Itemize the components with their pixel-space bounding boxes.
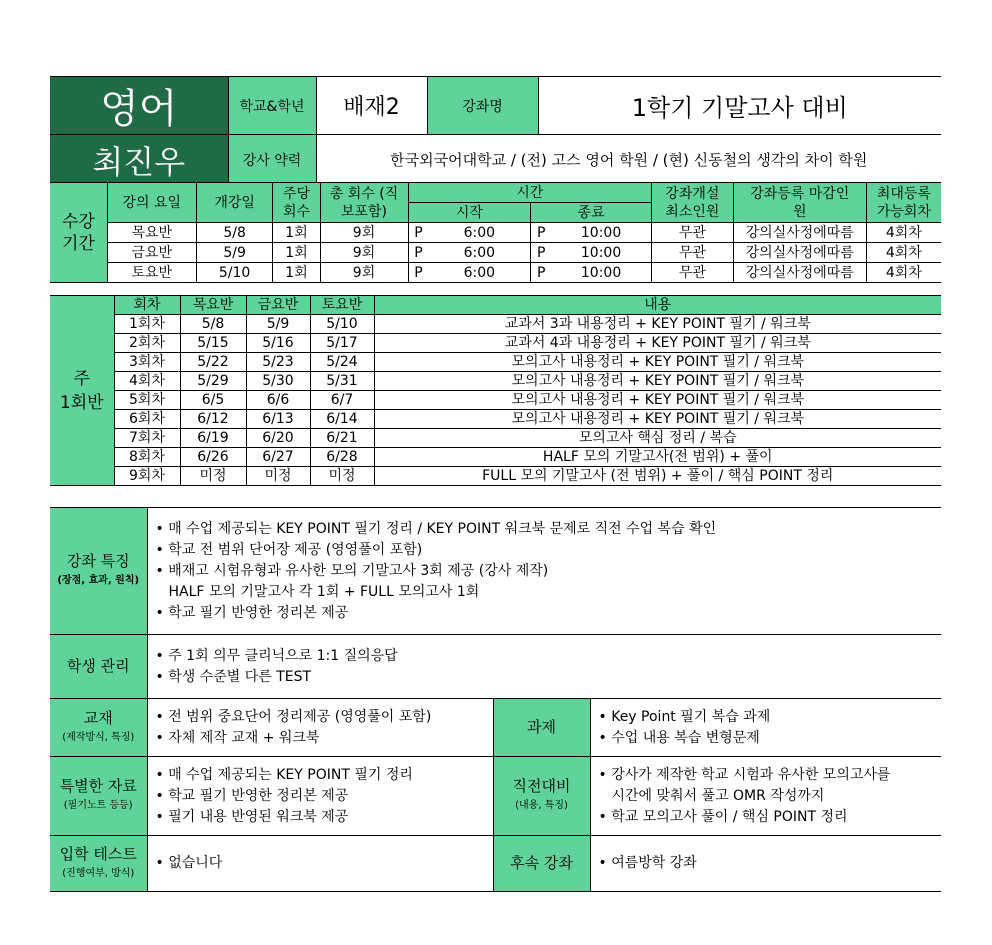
weekly-cell: 1회 <box>273 223 320 243</box>
fri-cell: 미정 <box>246 467 310 486</box>
materials-title: 특별한 자료 <box>59 777 137 795</box>
open-cell: 5/9 <box>196 243 273 263</box>
materials-sub: (필기노트 등등) <box>63 800 133 811</box>
col-day: 강의 요일 <box>107 183 196 223</box>
thu-cell: 6/19 <box>180 429 246 448</box>
total-cell: 9회 <box>320 243 408 263</box>
sat-cell: 5/31 <box>310 372 374 391</box>
content-cell: FULL 모의 기말고사 (전 범위) + 풀이 / 핵심 POINT 정리 <box>374 467 941 486</box>
sat-cell: 미정 <box>310 467 374 486</box>
max-cell: 4회차 <box>866 243 941 263</box>
textbook-sub: (제작방식, 특징) <box>62 731 135 743</box>
features-line: HALF 모의 기말고사 각 1회 + FULL 모의고사 1회 <box>168 583 480 600</box>
col-open-date: 개강일 <box>196 183 273 223</box>
management-label: 학생 관리 <box>50 635 147 699</box>
materials-line: • 매 수업 제공되는 KEY POINT 필기 정리 <box>155 766 413 783</box>
entrance-title: 입학 테스트 <box>59 844 137 863</box>
total-cell: 9회 <box>320 263 408 283</box>
max-cell: 4회차 <box>866 263 941 283</box>
fri-cell: 6/13 <box>246 410 310 429</box>
course-name-value: 1학기 기말고사 대비 <box>538 77 941 135</box>
col-deadline: 강좌등록 마감인원 <box>733 183 866 223</box>
sat-cell: 6/21 <box>310 429 374 448</box>
col-session: 회차 <box>114 296 180 315</box>
features-line: • 매 수업 제공되는 KEY POINT 필기 정리 / KEY POINT 워크북 문제로 직전 수업 복습 확인 <box>155 520 717 537</box>
period-row <box>50 223 941 243</box>
schedule-row <box>50 467 941 486</box>
fri-cell: 6/6 <box>246 391 310 410</box>
fri-cell: 6/27 <box>246 448 310 467</box>
features-sub: (장점, 효과, 원칙) <box>57 575 140 586</box>
col-sat: 토요반 <box>310 296 374 315</box>
weekly-cell: 1회 <box>273 263 320 283</box>
sat-cell: 5/17 <box>310 334 374 353</box>
final-prep-content <box>590 757 941 836</box>
thu-cell: 6/26 <box>180 448 246 467</box>
school-value: 배재2 <box>316 77 427 135</box>
day-cell: 금요반 <box>107 243 196 263</box>
sat-cell: 5/24 <box>310 353 374 372</box>
management-content <box>147 635 941 699</box>
content-cell: 교과서 3과 내용정리 + KEY POINT 필기 / 워크북 <box>374 315 941 334</box>
sat-cell: 6/7 <box>310 391 374 410</box>
entrance-label <box>50 836 147 892</box>
weekly-cell: 1회 <box>273 243 320 263</box>
schedule-row <box>50 315 941 334</box>
col-max: 최대등록 가능회차 <box>866 183 941 223</box>
fri-cell: 5/30 <box>246 372 310 391</box>
session-cell: 7회차 <box>114 429 180 448</box>
start-time: 6:00 <box>428 223 530 243</box>
materials-line: • 필기 내용 반영된 워크북 제공 <box>155 808 349 825</box>
textbook-line: • 전 범위 중요단어 정리제공 (영영풀이 포함) <box>155 708 432 725</box>
followup-content <box>590 836 941 892</box>
start-time: 6:00 <box>428 263 530 283</box>
session-cell: 6회차 <box>114 410 180 429</box>
features-content <box>147 508 941 635</box>
textbook-line: • 자체 제작 교재 + 워크북 <box>155 729 320 746</box>
schedule-row <box>50 334 941 353</box>
sat-cell: 6/28 <box>310 448 374 467</box>
textbook-title: 교재 <box>83 708 113 727</box>
schedule-row <box>50 372 941 391</box>
final-prep-line: 시간에 맞춰서 풀고 OMR 작성까지 <box>611 787 825 804</box>
course-header <box>50 76 941 185</box>
final-prep-label <box>493 757 590 836</box>
session-cell: 4회차 <box>114 372 180 391</box>
course-info-table <box>50 507 941 892</box>
fri-cell: 5/23 <box>246 353 310 372</box>
course-name-label: 강좌명 <box>427 77 538 135</box>
thu-cell: 5/22 <box>180 353 246 372</box>
entrance-sub: (진행여부, 방식) <box>62 867 135 879</box>
materials-label <box>50 757 147 836</box>
deadline-cell: 강의실사정에따름 <box>733 243 866 263</box>
materials-content <box>147 757 493 836</box>
session-cell: 3회차 <box>114 353 180 372</box>
col-thu: 목요반 <box>180 296 246 315</box>
start-ampm: P <box>408 263 428 283</box>
deadline-cell: 강의실사정에따름 <box>733 223 866 243</box>
thu-cell: 5/15 <box>180 334 246 353</box>
features-line: • 학교 전 범위 단어장 제공 (영영풀이 포함) <box>155 541 423 558</box>
schedule-row <box>50 410 941 429</box>
min-cell: 무관 <box>651 223 733 243</box>
session-cell: 2회차 <box>114 334 180 353</box>
col-time: 시간 <box>408 183 651 203</box>
features-line: • 배재고 시험유형과 유사한 모의 기말고사 3회 제공 (강사 제작) <box>155 562 549 579</box>
schedule-row <box>50 391 941 410</box>
weekly-side-label <box>50 296 114 486</box>
end-ampm: P <box>531 243 551 263</box>
content-cell: 모의고사 핵심 정리 / 복습 <box>374 429 941 448</box>
homework-line: • Key Point 필기 복습 과제 <box>598 708 771 725</box>
followup-line: • 여름방학 강좌 <box>598 855 697 871</box>
course-period-table <box>50 182 941 283</box>
col-min: 강좌개설 최소인원 <box>651 183 733 223</box>
start-ampm: P <box>408 223 428 243</box>
teacher-name: 최진우 <box>50 135 228 185</box>
weekly-side-label-1: 주 <box>73 368 90 389</box>
textbook-label <box>50 699 147 757</box>
col-start: 시작 <box>408 203 531 223</box>
management-line: • 주 1회 의무 클리닉으로 1:1 질의응답 <box>155 647 398 664</box>
day-cell: 목요반 <box>107 223 196 243</box>
thu-cell: 6/5 <box>180 391 246 410</box>
homework-line: • 수업 내용 복습 변형문제 <box>598 729 760 746</box>
final-prep-line: • 강사가 제작한 학교 시험과 유사한 모의고사를 <box>598 766 891 783</box>
homework-label: 과제 <box>493 699 590 757</box>
min-cell: 무관 <box>651 263 733 283</box>
final-prep-title: 직전대비 <box>512 777 571 795</box>
end-ampm: P <box>531 263 551 283</box>
period-side-label: 수강 기간 <box>50 183 107 283</box>
career-label: 강사 약력 <box>228 135 316 185</box>
col-end: 종료 <box>531 203 652 223</box>
end-time: 10:00 <box>551 223 651 243</box>
end-time: 10:00 <box>551 243 651 263</box>
content-cell: 모의고사 내용정리 + KEY POINT 필기 / 워크북 <box>374 391 941 410</box>
thu-cell: 미정 <box>180 467 246 486</box>
weekly-schedule-table <box>50 295 941 486</box>
textbook-content <box>147 699 493 757</box>
session-cell: 5회차 <box>114 391 180 410</box>
col-fri: 금요반 <box>246 296 310 315</box>
content-cell: HALF 모의 기말고사(전 범위) + 풀이 <box>374 448 941 467</box>
career-value: 한국외국어대학교 / (전) 고스 영어 학원 / (현) 신동철의 생각의 차이 학원 <box>316 135 941 185</box>
fri-cell: 5/9 <box>246 315 310 334</box>
thu-cell: 5/29 <box>180 372 246 391</box>
open-cell: 5/8 <box>196 223 273 243</box>
fri-cell: 5/16 <box>246 334 310 353</box>
final-prep-sub: (내용, 특징) <box>515 800 568 811</box>
max-cell: 4회차 <box>866 223 941 243</box>
final-prep-line: • 학교 모의고사 풀이 / 핵심 POINT 정리 <box>598 808 848 825</box>
sat-cell: 5/10 <box>310 315 374 334</box>
school-label: 학교&학년 <box>228 77 316 135</box>
fri-cell: 6/20 <box>246 429 310 448</box>
content-cell: 모의고사 내용정리 + KEY POINT 필기 / 워크북 <box>374 372 941 391</box>
followup-label: 후속 강좌 <box>493 836 590 892</box>
session-cell: 8회차 <box>114 448 180 467</box>
schedule-row <box>50 429 941 448</box>
schedule-row <box>50 353 941 372</box>
start-time: 6:00 <box>428 243 530 263</box>
homework-content <box>590 699 941 757</box>
deadline-cell: 강의실사정에따름 <box>733 263 866 283</box>
subject-cell: 영어 <box>50 77 228 135</box>
sat-cell: 6/14 <box>310 410 374 429</box>
content-cell: 모의고사 내용정리 + KEY POINT 필기 / 워크북 <box>374 410 941 429</box>
min-cell: 무관 <box>651 243 733 263</box>
content-cell: 교과서 4과 내용정리 + KEY POINT 필기 / 워크북 <box>374 334 941 353</box>
management-line: • 학생 수준별 다른 TEST <box>155 668 312 685</box>
start-ampm: P <box>408 243 428 263</box>
features-title: 강좌 특징 <box>66 552 130 570</box>
col-weekly: 주당 회수 <box>273 183 320 223</box>
end-time: 10:00 <box>551 263 651 283</box>
open-cell: 5/10 <box>196 263 273 283</box>
entrance-content <box>147 836 493 892</box>
session-cell: 1회차 <box>114 315 180 334</box>
col-content: 내용 <box>374 296 941 315</box>
schedule-row <box>50 448 941 467</box>
period-row <box>50 263 941 283</box>
weekly-side-label-2: 1회반 <box>59 392 104 413</box>
period-row <box>50 243 941 263</box>
thu-cell: 5/8 <box>180 315 246 334</box>
session-cell: 9회차 <box>114 467 180 486</box>
entrance-line: • 없습니다 <box>155 855 223 871</box>
end-ampm: P <box>531 223 551 243</box>
content-cell: 모의고사 내용정리 + KEY POINT 필기 / 워크북 <box>374 353 941 372</box>
col-total: 총 회수 (직보포함) <box>320 183 408 223</box>
thu-cell: 6/12 <box>180 410 246 429</box>
day-cell: 토요반 <box>107 263 196 283</box>
features-line: • 학교 필기 반영한 정리본 제공 <box>155 604 349 621</box>
materials-line: • 학교 필기 반영한 정리본 제공 <box>155 787 349 804</box>
features-label <box>50 508 147 635</box>
total-cell: 9회 <box>320 223 408 243</box>
